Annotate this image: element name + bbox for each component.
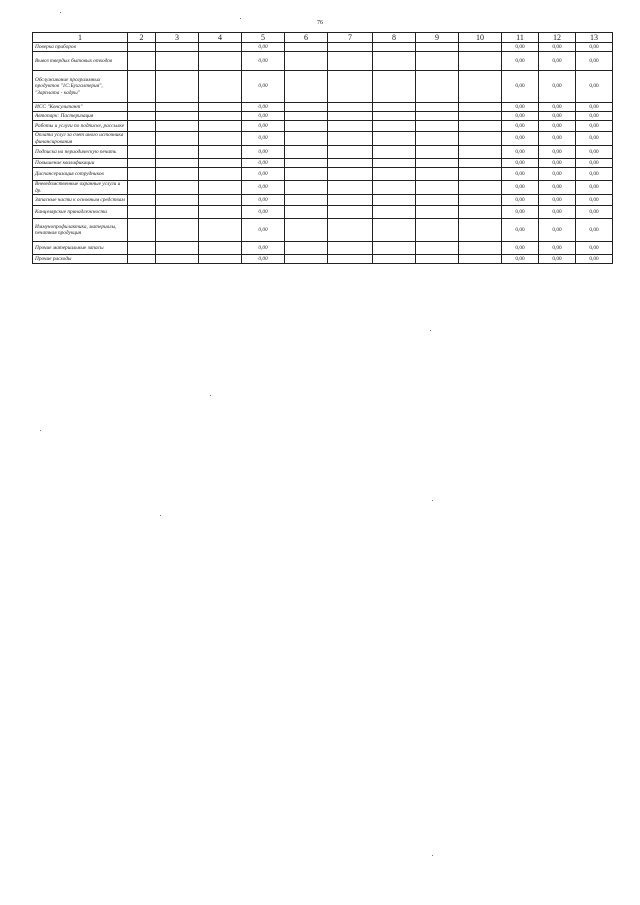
empty-cell <box>373 242 416 255</box>
empty-cell <box>199 181 242 195</box>
empty-cell <box>128 112 156 121</box>
cell-col-11: 0,00 <box>502 181 539 195</box>
empty-cell <box>156 159 199 168</box>
row-label: Оплата услуг за счет иного источника финансирования <box>33 132 128 146</box>
empty-cell <box>199 168 242 181</box>
col-header: 7 <box>328 33 373 43</box>
cell-col-12: 0,00 <box>539 103 576 112</box>
cell-col-13: 0,00 <box>576 168 613 181</box>
empty-cell <box>285 52 328 71</box>
cell-col-12: 0,00 <box>539 242 576 255</box>
page-number: 76 <box>317 20 323 26</box>
empty-cell <box>416 146 459 159</box>
empty-cell <box>328 121 373 132</box>
empty-cell <box>328 103 373 112</box>
empty-cell <box>285 159 328 168</box>
empty-cell <box>199 219 242 242</box>
col-header: 5 <box>242 33 285 43</box>
empty-cell <box>373 255 416 264</box>
cell-col-12: 0,00 <box>539 206 576 219</box>
empty-cell <box>459 52 502 71</box>
empty-cell <box>156 206 199 219</box>
col-header: 12 <box>539 33 576 43</box>
cell-col-13: 0,00 <box>576 255 613 264</box>
empty-cell <box>128 181 156 195</box>
empty-cell <box>416 206 459 219</box>
cell-col-5: 0,00 <box>242 112 285 121</box>
empty-cell <box>373 132 416 146</box>
empty-cell <box>156 52 199 71</box>
empty-cell <box>328 242 373 255</box>
empty-cell <box>459 132 502 146</box>
empty-cell <box>285 132 328 146</box>
cell-col-13: 0,00 <box>576 121 613 132</box>
scan-speck <box>160 515 161 516</box>
row-label: ИСС "Консультант" <box>33 103 128 112</box>
empty-cell <box>328 255 373 264</box>
empty-cell <box>156 168 199 181</box>
empty-cell <box>156 255 199 264</box>
cell-col-13: 0,00 <box>576 242 613 255</box>
empty-cell <box>128 132 156 146</box>
empty-cell <box>373 168 416 181</box>
cell-col-11: 0,00 <box>502 103 539 112</box>
cell-col-12: 0,00 <box>539 159 576 168</box>
row-label: Поверка приборов <box>33 43 128 52</box>
table-row <box>33 159 613 168</box>
empty-cell <box>459 71 502 103</box>
empty-cell <box>459 242 502 255</box>
table-row <box>33 219 613 242</box>
empty-cell <box>373 43 416 52</box>
cell-col-5: 0,00 <box>242 242 285 255</box>
empty-cell <box>373 219 416 242</box>
empty-cell <box>128 146 156 159</box>
scan-speck <box>430 330 431 331</box>
empty-cell <box>199 146 242 159</box>
scan-speck <box>60 12 61 13</box>
table-row <box>33 195 613 206</box>
empty-cell <box>156 71 199 103</box>
col-header: 8 <box>373 33 416 43</box>
cell-col-5: 0,00 <box>242 132 285 146</box>
table-row <box>33 103 613 112</box>
empty-cell <box>416 112 459 121</box>
cell-col-12: 0,00 <box>539 132 576 146</box>
empty-cell <box>285 255 328 264</box>
empty-cell <box>156 146 199 159</box>
empty-cell <box>128 255 156 264</box>
empty-cell <box>328 168 373 181</box>
cell-col-11: 0,00 <box>502 159 539 168</box>
empty-cell <box>328 195 373 206</box>
col-header: 6 <box>285 33 328 43</box>
cell-col-5: 0,00 <box>242 168 285 181</box>
empty-cell <box>128 168 156 181</box>
empty-cell <box>156 112 199 121</box>
empty-cell <box>459 195 502 206</box>
table-row <box>33 242 613 255</box>
empty-cell <box>459 43 502 52</box>
cell-col-11: 0,00 <box>502 255 539 264</box>
empty-cell <box>199 43 242 52</box>
empty-cell <box>416 168 459 181</box>
table-row <box>33 255 613 264</box>
empty-cell <box>373 71 416 103</box>
empty-cell <box>156 121 199 132</box>
col-header: 13 <box>576 33 613 43</box>
empty-cell <box>328 132 373 146</box>
row-label: Канцелярские принадлежности <box>33 206 128 219</box>
table-row <box>33 146 613 159</box>
empty-cell <box>285 71 328 103</box>
cell-col-11: 0,00 <box>502 146 539 159</box>
empty-cell <box>285 181 328 195</box>
empty-cell <box>128 71 156 103</box>
empty-cell <box>156 195 199 206</box>
empty-cell <box>199 206 242 219</box>
empty-cell <box>199 242 242 255</box>
cell-col-12: 0,00 <box>539 52 576 71</box>
empty-cell <box>156 242 199 255</box>
empty-cell <box>156 181 199 195</box>
scan-speck <box>240 18 241 19</box>
empty-cell <box>459 159 502 168</box>
empty-cell <box>199 52 242 71</box>
cell-col-5: 0,00 <box>242 159 285 168</box>
cell-col-13: 0,00 <box>576 146 613 159</box>
table-row <box>33 206 613 219</box>
empty-cell <box>416 43 459 52</box>
cell-col-11: 0,00 <box>502 121 539 132</box>
empty-cell <box>156 132 199 146</box>
empty-cell <box>199 103 242 112</box>
cell-col-13: 0,00 <box>576 159 613 168</box>
empty-cell <box>128 242 156 255</box>
cell-col-12: 0,00 <box>539 146 576 159</box>
empty-cell <box>285 219 328 242</box>
row-label: Повышение квалификации <box>33 159 128 168</box>
empty-cell <box>199 132 242 146</box>
empty-cell <box>416 255 459 264</box>
empty-cell <box>128 195 156 206</box>
empty-cell <box>328 43 373 52</box>
col-header: 10 <box>459 33 502 43</box>
empty-cell <box>156 103 199 112</box>
cell-col-11: 0,00 <box>502 52 539 71</box>
cell-col-12: 0,00 <box>539 71 576 103</box>
empty-cell <box>328 219 373 242</box>
empty-cell <box>373 121 416 132</box>
cell-col-5: 0,00 <box>242 52 285 71</box>
table-body <box>33 43 613 264</box>
row-label: Вневедомственные охранные услуги и др. <box>33 181 128 195</box>
empty-cell <box>373 146 416 159</box>
empty-cell <box>199 121 242 132</box>
empty-cell <box>416 159 459 168</box>
cell-col-13: 0,00 <box>576 206 613 219</box>
empty-cell <box>199 255 242 264</box>
cell-col-5: 0,00 <box>242 103 285 112</box>
col-header: 9 <box>416 33 459 43</box>
empty-cell <box>416 219 459 242</box>
cell-col-11: 0,00 <box>502 43 539 52</box>
table-row <box>33 181 613 195</box>
empty-cell <box>199 71 242 103</box>
col-header: 3 <box>156 33 199 43</box>
empty-cell <box>416 195 459 206</box>
cell-col-13: 0,00 <box>576 43 613 52</box>
empty-cell <box>156 219 199 242</box>
empty-cell <box>285 112 328 121</box>
cell-col-11: 0,00 <box>502 71 539 103</box>
row-label: Диспансеризация сотрудников <box>33 168 128 181</box>
empty-cell <box>328 112 373 121</box>
empty-cell <box>128 121 156 132</box>
empty-cell <box>285 242 328 255</box>
col-header: 4 <box>199 33 242 43</box>
empty-cell <box>373 52 416 71</box>
row-label: Прочие расходы <box>33 255 128 264</box>
cell-col-12: 0,00 <box>539 219 576 242</box>
empty-cell <box>328 52 373 71</box>
table-row <box>33 43 613 52</box>
empty-cell <box>128 219 156 242</box>
cell-col-12: 0,00 <box>539 255 576 264</box>
cell-col-5: 0,00 <box>242 146 285 159</box>
empty-cell <box>459 146 502 159</box>
empty-cell <box>459 181 502 195</box>
empty-cell <box>199 112 242 121</box>
table-row <box>33 71 613 103</box>
empty-cell <box>285 206 328 219</box>
empty-cell <box>328 159 373 168</box>
col-header: 2 <box>128 33 156 43</box>
cell-col-5: 0,00 <box>242 43 285 52</box>
empty-cell <box>328 181 373 195</box>
cell-col-5: 0,00 <box>242 206 285 219</box>
row-label: Вывоз твердых бытовых отходов <box>33 52 128 71</box>
empty-cell <box>156 43 199 52</box>
cell-col-13: 0,00 <box>576 195 613 206</box>
cell-col-11: 0,00 <box>502 206 539 219</box>
row-label: Иммунопрофилактика, материалы, печатная продукция <box>33 219 128 242</box>
empty-cell <box>373 159 416 168</box>
empty-cell <box>416 71 459 103</box>
header-row <box>33 33 613 43</box>
cell-col-12: 0,00 <box>539 43 576 52</box>
cell-col-12: 0,00 <box>539 181 576 195</box>
empty-cell <box>128 52 156 71</box>
cell-col-13: 0,00 <box>576 112 613 121</box>
cell-col-12: 0,00 <box>539 112 576 121</box>
empty-cell <box>128 43 156 52</box>
row-label: Автопарк: Пастеризация <box>33 112 128 121</box>
cell-col-13: 0,00 <box>576 181 613 195</box>
empty-cell <box>459 255 502 264</box>
table-row <box>33 168 613 181</box>
cell-col-13: 0,00 <box>576 132 613 146</box>
cell-col-11: 0,00 <box>502 168 539 181</box>
empty-cell <box>459 206 502 219</box>
empty-cell <box>416 181 459 195</box>
empty-cell <box>416 103 459 112</box>
empty-cell <box>199 159 242 168</box>
empty-cell <box>459 112 502 121</box>
row-label: Запасные части к основным средствам <box>33 195 128 206</box>
table-row <box>33 52 613 71</box>
col-header: 11 <box>502 33 539 43</box>
cell-col-5: 0,00 <box>242 255 285 264</box>
empty-cell <box>459 168 502 181</box>
row-label: Подписка на периодическую печать <box>33 146 128 159</box>
table-row <box>33 132 613 146</box>
cell-col-12: 0,00 <box>539 121 576 132</box>
empty-cell <box>285 195 328 206</box>
empty-cell <box>285 121 328 132</box>
empty-cell <box>373 195 416 206</box>
cell-col-5: 0,00 <box>242 181 285 195</box>
empty-cell <box>416 242 459 255</box>
scan-speck <box>432 500 433 501</box>
empty-cell <box>373 181 416 195</box>
cell-col-13: 0,00 <box>576 219 613 242</box>
cell-col-11: 0,00 <box>502 132 539 146</box>
empty-cell <box>199 195 242 206</box>
empty-cell <box>328 146 373 159</box>
empty-cell <box>328 206 373 219</box>
row-label: Работы и услуги по подписке, рассылке <box>33 121 128 132</box>
cell-col-13: 0,00 <box>576 52 613 71</box>
empty-cell <box>128 103 156 112</box>
cell-col-11: 0,00 <box>502 219 539 242</box>
empty-cell <box>416 52 459 71</box>
cell-col-11: 0,00 <box>502 112 539 121</box>
empty-cell <box>416 121 459 132</box>
expense-table <box>32 32 613 264</box>
empty-cell <box>128 159 156 168</box>
empty-cell <box>285 103 328 112</box>
empty-cell <box>373 206 416 219</box>
cell-col-5: 0,00 <box>242 121 285 132</box>
scan-speck <box>40 430 41 431</box>
cell-col-12: 0,00 <box>539 168 576 181</box>
col-header: 1 <box>33 33 128 43</box>
scan-speck <box>210 395 211 396</box>
row-label: Обслуживание программных продуктов "1С:Бухгалтерия", "Зарплата - кадры" <box>33 71 128 103</box>
cell-col-5: 0,00 <box>242 71 285 103</box>
cell-col-11: 0,00 <box>502 195 539 206</box>
empty-cell <box>416 132 459 146</box>
empty-cell <box>285 168 328 181</box>
cell-col-13: 0,00 <box>576 103 613 112</box>
empty-cell <box>373 112 416 121</box>
cell-col-11: 0,00 <box>502 242 539 255</box>
row-label: Прочие материальные запасы <box>33 242 128 255</box>
empty-cell <box>285 146 328 159</box>
cell-col-12: 0,00 <box>539 195 576 206</box>
empty-cell <box>459 219 502 242</box>
empty-cell <box>128 206 156 219</box>
empty-cell <box>328 71 373 103</box>
table-row <box>33 121 613 132</box>
empty-cell <box>285 43 328 52</box>
cell-col-13: 0,00 <box>576 71 613 103</box>
empty-cell <box>373 103 416 112</box>
cell-col-5: 0,00 <box>242 195 285 206</box>
table-row <box>33 112 613 121</box>
cell-col-5: 0,00 <box>242 219 285 242</box>
empty-cell <box>459 121 502 132</box>
empty-cell <box>459 103 502 112</box>
scan-speck <box>432 855 433 856</box>
